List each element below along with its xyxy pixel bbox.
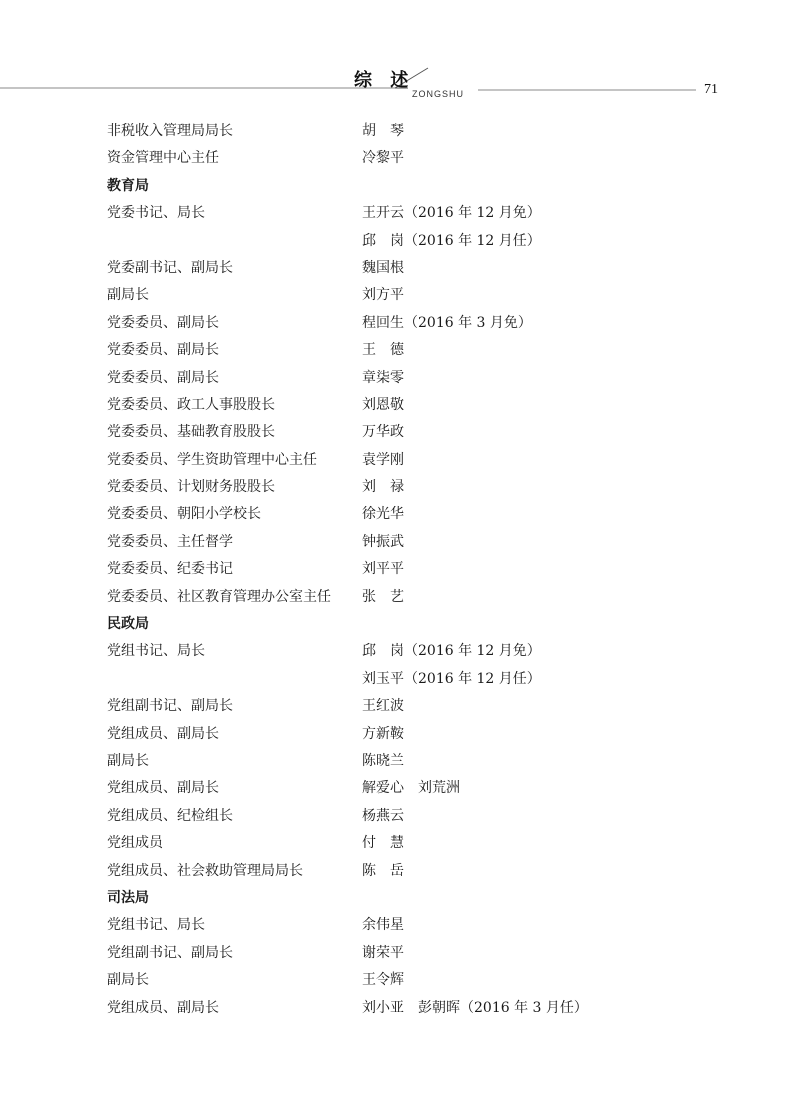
roster-row [0, 200, 805, 227]
person-name: 方新鞍 [362, 725, 404, 742]
position-title: 党委书记、局长 [107, 205, 205, 222]
roster-row [0, 995, 805, 1022]
roster-row [0, 145, 805, 172]
position-title: 资金管理中心主任 [107, 150, 219, 167]
position-title: 党委委员、主任督学 [107, 533, 233, 550]
roster-row [0, 255, 805, 282]
person-name: 袁学刚 [362, 451, 404, 468]
person-name: 付 慧 [362, 835, 404, 852]
person-name: 王令辉 [362, 972, 404, 989]
roster-row [0, 447, 805, 474]
roster-row [0, 282, 805, 309]
position-title: 党委委员、政工人事股股长 [107, 396, 275, 413]
department-heading [0, 173, 805, 200]
roster-row [0, 474, 805, 501]
roster-row [0, 501, 805, 528]
position-title: 党委委员、计划财务股股长 [107, 479, 275, 496]
section-title: 综 述 [354, 70, 415, 91]
position-title: 党委委员、朝阳小学校长 [107, 506, 261, 523]
page-header [0, 60, 805, 110]
person-name: 冷黎平 [362, 150, 404, 167]
person-name: 刘小亚 彭朝晖（2016 年 3 月任） [362, 999, 588, 1016]
position-title: 党委委员、副局长 [107, 369, 219, 386]
person-name: 张 艺 [362, 588, 404, 605]
position-title: 党委委员、社区教育管理办公室主任 [107, 588, 331, 605]
roster-row [0, 228, 805, 255]
roster-row [0, 666, 805, 693]
position-title: 党组成员、纪检组长 [107, 807, 233, 824]
person-name: 邱 岗（2016 年 12 月免） [362, 643, 541, 660]
person-name: 钟振武 [362, 533, 404, 550]
roster-row [0, 584, 805, 611]
position-title: 党组书记、局长 [107, 917, 205, 934]
position-title: 党组副书记、副局长 [107, 944, 233, 961]
position-title: 党组副书记、副局长 [107, 698, 233, 715]
department-heading [0, 885, 805, 912]
department-name: 司法局 [107, 889, 149, 906]
roster-row [0, 392, 805, 419]
person-name: 魏国根 [362, 259, 404, 276]
person-name: 刘方平 [362, 287, 404, 304]
person-name: 程回生（2016 年 3 月免） [362, 314, 532, 331]
position-title: 非税收入管理局局长 [107, 123, 233, 139]
person-name: 陈晓兰 [362, 752, 404, 769]
person-name: 刘玉平（2016 年 12 月任） [362, 670, 541, 687]
person-name: 王 德 [362, 342, 404, 359]
roster-row [0, 693, 805, 720]
roster-row [0, 830, 805, 857]
person-name: 刘 禄 [362, 479, 404, 496]
section-subtitle: ZONGSHU [412, 89, 464, 99]
person-name: 徐光华 [362, 506, 404, 523]
person-name: 胡 琴 [362, 123, 404, 139]
position-title: 党组成员、社会救助管理局局长 [107, 862, 303, 879]
roster-row [0, 419, 805, 446]
position-title: 党组书记、局长 [107, 643, 205, 660]
person-name: 余伟星 [362, 917, 404, 934]
person-name: 刘恩敬 [362, 396, 404, 413]
roster-row [0, 337, 805, 364]
department-name: 教育局 [107, 177, 149, 194]
position-title: 党委委员、副局长 [107, 342, 219, 359]
position-title: 党委委员、副局长 [107, 314, 219, 331]
position-title: 党组成员、副局长 [107, 725, 219, 742]
roster-row [0, 310, 805, 337]
position-title: 副局长 [107, 752, 149, 769]
department-heading [0, 611, 805, 638]
person-name: 王开云（2016 年 12 月免） [362, 205, 541, 222]
person-name: 解爱心 刘荒洲 [362, 780, 460, 797]
roster-row [0, 118, 805, 145]
person-name: 陈 岳 [362, 862, 404, 879]
roster-list [0, 118, 805, 1022]
position-title: 党组成员、副局长 [107, 999, 219, 1016]
roster-row [0, 721, 805, 748]
person-name: 谢荣平 [362, 944, 404, 961]
person-name: 刘平平 [362, 561, 404, 578]
position-title: 副局长 [107, 972, 149, 989]
roster-row [0, 940, 805, 967]
position-title: 党组成员 [107, 835, 163, 852]
person-name: 章柒零 [362, 369, 404, 386]
roster-row [0, 529, 805, 556]
position-title: 党委委员、纪委书记 [107, 561, 233, 578]
roster-row [0, 803, 805, 830]
roster-row [0, 775, 805, 802]
page-number: 71 [704, 82, 718, 97]
roster-row [0, 912, 805, 939]
roster-row [0, 858, 805, 885]
roster-row [0, 638, 805, 665]
position-title: 党委副书记、副局长 [107, 259, 233, 276]
roster-row [0, 748, 805, 775]
position-title: 副局长 [107, 287, 149, 304]
position-title: 党组成员、副局长 [107, 780, 219, 797]
person-name: 王红波 [362, 698, 404, 715]
roster-row [0, 365, 805, 392]
person-name: 万华政 [362, 424, 404, 441]
person-name: 杨燕云 [362, 807, 404, 824]
position-title: 党委委员、基础教育股股长 [107, 424, 275, 441]
roster-row [0, 556, 805, 583]
position-title: 党委委员、学生资助管理中心主任 [107, 451, 317, 468]
roster-row [0, 967, 805, 994]
department-name: 民政局 [107, 616, 149, 633]
person-name: 邱 岗（2016 年 12 月任） [362, 232, 541, 249]
